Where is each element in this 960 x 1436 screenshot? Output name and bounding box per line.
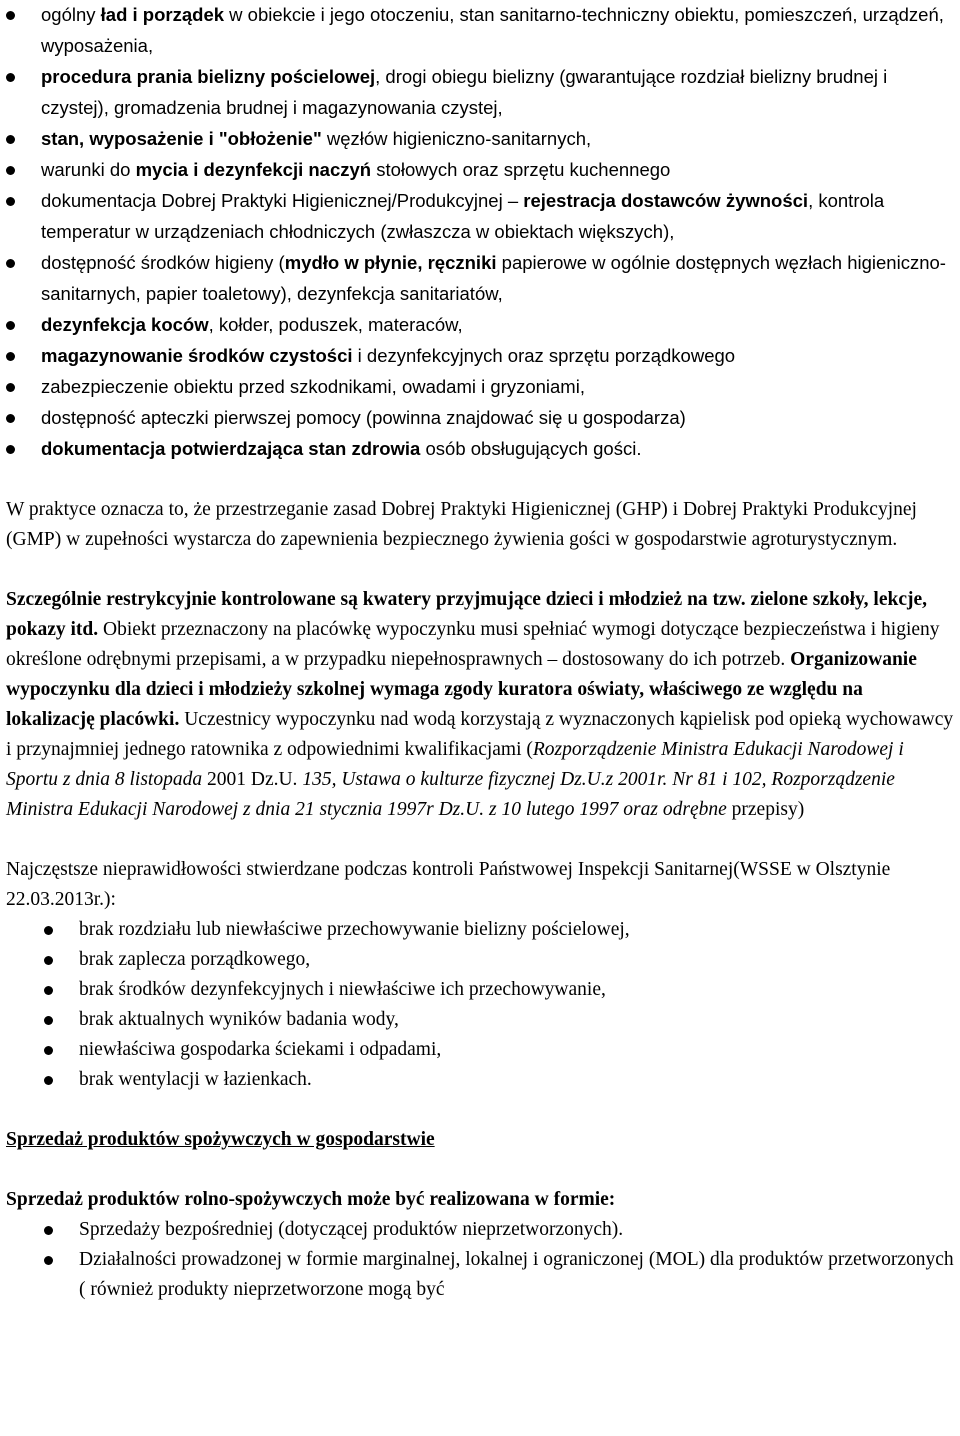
list-item-text: brak rozdziału lub niewłaściwe przechowywanie bielizny pościelowej, <box>79 919 630 940</box>
hygiene-checklist <box>6 0 954 465</box>
text-span: dostępność środków higieny ( <box>41 252 285 273</box>
bullet-icon <box>44 956 53 965</box>
bullet-icon <box>6 135 15 144</box>
citation: Rozporządzenie Ministra Edukacji Narodowej i Sportu z dnia 8 listopada <box>6 739 904 790</box>
text-span: i dezynfekcyjnych oraz sprzętu porządkowego <box>352 345 736 366</box>
list-item <box>6 945 954 975</box>
list-item-text: brak aktualnych wyników badania wody, <box>79 1009 399 1030</box>
list-item-text <box>41 314 463 335</box>
bullet-icon <box>6 383 15 392</box>
list-item-text <box>41 407 686 428</box>
text-span: ogólny <box>41 4 101 25</box>
list-item-text: brak zaplecza porządkowego, <box>79 949 311 970</box>
list-item-text <box>41 4 944 56</box>
list-item <box>6 1005 954 1035</box>
section-subheading-forms: Sprzedaż produktów rolno-spożywczych może być realizowana w formie: <box>6 1189 616 1210</box>
text-span: , kontrola temperatur w urządzeniach chłodniczych (zwłaszcza w obiektach większych), <box>41 190 885 242</box>
text-span: , kołder, poduszek, materaców, <box>208 314 463 335</box>
bullet-icon <box>44 926 53 935</box>
list-item-text <box>41 66 887 118</box>
list-item <box>6 341 954 372</box>
list-item-text: Sprzedaży bezpośredniej (dotyczącej produktów nieprzetworzonych). <box>79 1219 624 1240</box>
emphasis-text: magazynowanie środków czystości <box>41 345 353 366</box>
paragraph-children-camps <box>6 585 954 825</box>
list-item-text: brak wentylacji w łazienkach. <box>79 1069 312 1090</box>
paragraph-wsse: Najczęstsze nieprawidłowości stwierdzane podczas kontroli Państwowej Inspekcji Sanitarnej(WSSE w Olsztynie 22.03.2013r.): <box>6 859 891 910</box>
bullet-icon <box>6 166 15 175</box>
text-span: 2001 Dz.U. <box>202 769 303 790</box>
emphasis-text: dezynfekcja koców <box>41 314 209 335</box>
list-item <box>6 310 954 341</box>
list-item-text <box>41 376 585 397</box>
text-span: stołowych oraz sprzętu kuchennego <box>371 159 671 180</box>
bullet-icon <box>44 1046 53 1055</box>
list-item-text <box>41 128 591 149</box>
list-item <box>6 403 954 434</box>
list-item <box>6 1215 954 1245</box>
list-item <box>6 372 954 403</box>
list-item <box>6 434 954 465</box>
bullet-icon <box>6 352 15 361</box>
text-span: papierowe w ogólnie dostępnych węzłach higieniczno-sanitarnych, papier toaletowy), dezynfekcja sanitariatów, <box>41 252 946 304</box>
list-item <box>6 248 954 310</box>
citation: 135, Ustawa o kulturze fizycznej Dz.U.z 2001r. Nr 81 i 102, Rozporządzenie Ministra Edukacji Narodowej z dnia 21 stycznia 1997r Dz.U. z 10 lutego 1997 oraz odrębne <box>6 769 895 820</box>
emphasis-text: stan, wyposażenie i "obłożenie" <box>41 128 322 149</box>
emphasis-text: mycia i dezynfekcji naczyń <box>135 159 372 180</box>
list-item-text <box>41 345 735 366</box>
text-span: , drogi obiegu bielizny (gwarantujące rozdział bielizny brudnej i czystej), gromadzenia brudnej i magazynowania czystej, <box>41 66 888 118</box>
bullet-icon <box>44 1076 53 1085</box>
list-item <box>6 915 954 945</box>
list-item-text: brak środków dezynfekcyjnych i niewłaściwe ich przechowywanie, <box>79 979 606 1000</box>
bullet-icon <box>6 259 15 268</box>
list-item <box>6 124 954 155</box>
emphasis-curator: Organizowanie wypoczynku dla dzieci i młodzieży szkolnej wymaga zgody kuratora oświaty, właściwego ze względu na lokalizację placówki. <box>6 649 917 730</box>
text-span: Obiekt przeznaczony na placówkę wypoczynku musi spełniać wymogi dotyczące bezpieczeństwa i higieny określone odrębnymi przepisami, a w przypadku niepełnosprawnych – dostosowany do ich potrzeb. <box>6 619 940 670</box>
bullet-icon <box>6 197 15 206</box>
emphasis-text: ład i porządek <box>100 4 225 25</box>
bullet-icon <box>44 1016 53 1025</box>
bullet-icon <box>6 414 15 423</box>
list-item <box>6 1035 954 1065</box>
bullet-icon <box>6 445 15 454</box>
text-span: zabezpieczenie obiektu przed szkodnikami, owadami i gryzoniami, <box>41 376 585 397</box>
list-item <box>6 155 954 186</box>
sales-forms-list <box>6 1215 954 1305</box>
list-item <box>6 186 954 248</box>
list-item <box>6 0 954 62</box>
bullet-icon <box>44 1226 53 1235</box>
bullet-icon <box>6 73 15 82</box>
list-item-text <box>41 252 946 304</box>
text-span: węzłów higieniczno-sanitarnych, <box>321 128 592 149</box>
text-span: warunki do <box>41 159 136 180</box>
list-item <box>6 975 954 1005</box>
bullet-icon <box>6 321 15 330</box>
bullet-icon <box>44 1256 53 1265</box>
section-heading-sales: Sprzedaż produktów spożywczych w gospodarstwie <box>6 1129 435 1150</box>
list-item-text <box>41 190 884 242</box>
list-item-text: niewłaściwa gospodarka ściekami i odpadami, <box>79 1039 442 1060</box>
emphasis-text: mydło w płynie, ręczniki <box>284 252 497 273</box>
list-item <box>6 62 954 124</box>
list-item <box>6 1245 954 1305</box>
bullet-icon <box>6 11 15 20</box>
emphasis-text: dokumentacja potwierdzająca stan zdrowia <box>41 438 421 459</box>
irregularities-list <box>6 915 954 1095</box>
text-span: przepisy) <box>726 799 805 820</box>
text-span: dostępność apteczki pierwszej pomocy (powinna znajdować się u gospodarza) <box>41 407 686 428</box>
emphasis-text: procedura prania bielizny pościelowej <box>41 66 376 87</box>
text-span: dokumentacja Dobrej Praktyki Higienicznej/Produkcyjnej – <box>41 190 524 211</box>
emphasis-text: rejestracja dostawców żywności <box>523 190 809 211</box>
paragraph-ghp: W praktyce oznacza to, że przestrzeganie zasad Dobrej Praktyki Higienicznej (GHP) i Dobrej Praktyki Produkcyjnej (GMP) w zupełności wystarcza do zapewnienia bezpiecznego żywienia gości w gospodarstwie agroturystycznym. <box>6 499 917 550</box>
text-span: osób obsługujących gości. <box>420 438 642 459</box>
emphasis-children: Szczególnie restrykcyjnie kontrolowane są kwatery przyjmujące dzieci i młodzież na tzw. zielone szkoły, lekcje, pokazy itd. <box>6 589 928 640</box>
list-item <box>6 1065 954 1095</box>
text-span: w obiekcie i jego otoczeniu, stan sanitarno-techniczny obiektu, pomieszczeń, urządzeń, wyposażenia, <box>41 4 944 56</box>
bullet-icon <box>44 986 53 995</box>
text-span: Uczestnicy wypoczynku nad wodą korzystają z wyznaczonych kąpielisk pod opieką wychowawcy i przynajmniej jednego ratownika z odpowiednimi kwalifikacjami ( <box>6 709 954 760</box>
list-item-text <box>41 159 670 180</box>
list-item-text: Działalności prowadzonej w formie marginalnej, lokalnej i ograniczonej (MOL) dla produktów przetworzonych ( również produkty nieprzetworzone mogą być <box>79 1249 954 1300</box>
list-item-text <box>41 438 641 459</box>
